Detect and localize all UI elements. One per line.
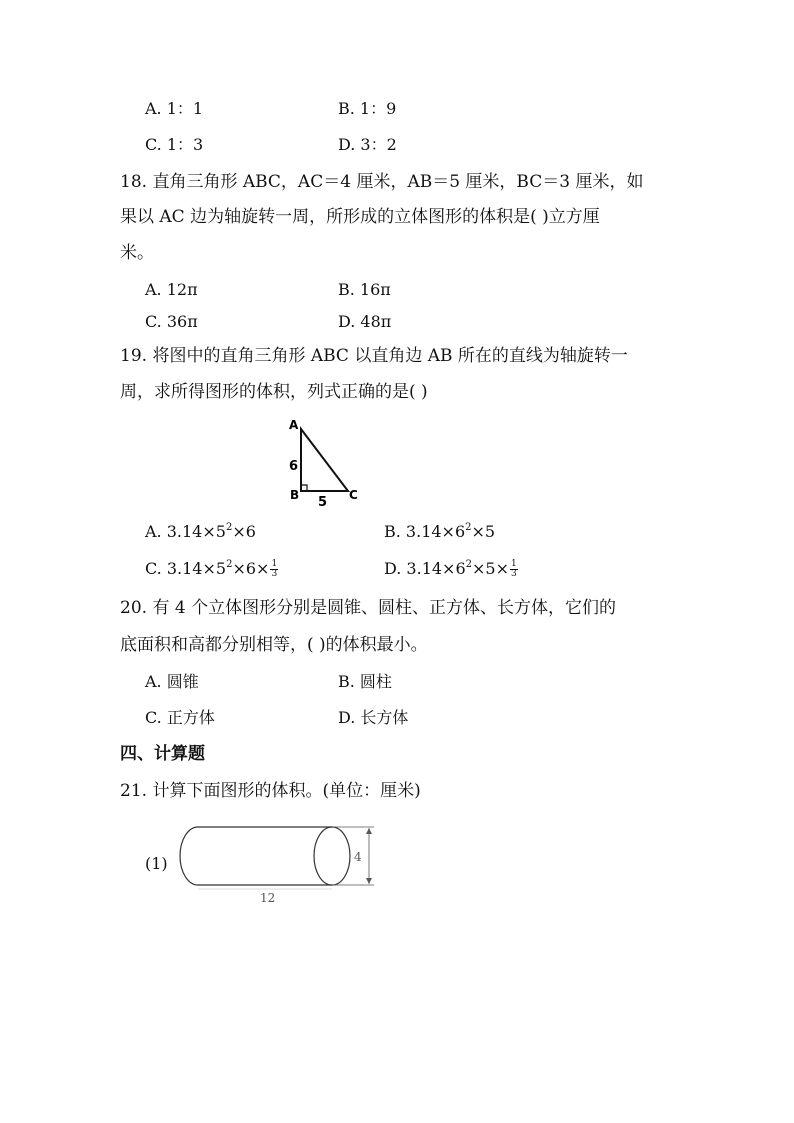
q17-option-c: C. 1：3 <box>145 135 204 154</box>
q20-option-c: C. 正方体 <box>145 708 215 727</box>
fraction-one-third: $\frac{1}{3}$ <box>271 559 278 579</box>
q20-option-a: A. 圆锥 <box>145 672 199 691</box>
q17-option-d: D. 3：2 <box>338 135 397 154</box>
q18-option-a: A. 12π <box>145 280 198 299</box>
vertex-b-label: B <box>290 488 300 502</box>
q17-option-b: B. 1：9 <box>338 99 397 118</box>
vertex-a-label: A <box>289 418 299 432</box>
q18-option-b: B. 16π <box>338 280 391 299</box>
q18-option-c: C. 36π <box>145 312 198 331</box>
cylinder-sides <box>198 827 332 885</box>
diameter-label: 4 <box>354 850 362 864</box>
q19-option-b: B. $3.14\times 6^2\times 5$ <box>384 522 496 541</box>
cylinder-back-edge <box>180 827 198 885</box>
q20-question-line-1: 20. 有 4 个立体图形分别是圆锥、圆柱、正方体、长方体，它们的 <box>120 598 617 618</box>
cylinder-front-face <box>314 827 350 885</box>
base-label: 5 <box>318 495 328 510</box>
q20-option-b: B. 圆柱 <box>338 672 392 691</box>
q19-question-line-2: 周，求所得图形的体积，列式正确的是( ) <box>120 382 428 402</box>
q19-option-d: D. $3.14\times 6^2\times 5\times$ $\frac{1}{3}$ <box>384 559 517 579</box>
q20-question-line-2: 底面积和高都分别相等，( )的体积最小。 <box>120 635 428 655</box>
q19-question-line-1: 19. 将图中的直角三角形 ABC 以直角边 AB 所在的直线为轴旋转一 <box>120 346 628 366</box>
section-title: 四、计算题 <box>120 744 205 764</box>
arrow-down-icon <box>366 878 372 884</box>
q18-question-line-3: 米。 <box>120 243 154 263</box>
vertex-c-label: C <box>349 488 358 502</box>
fraction-one-third: $\frac{1}{3}$ <box>511 559 517 579</box>
cylinder-figure <box>170 818 380 908</box>
q18-question-line-2: 果以 AC 边为轴旋转一周，所形成的立体图形的体积是( )立方厘 <box>120 207 600 227</box>
q17-option-a: A. 1：1 <box>145 99 204 118</box>
right-triangle-figure <box>280 415 370 510</box>
q20-option-d: D. 长方体 <box>338 708 409 727</box>
q21-part-1-label: (1) <box>145 854 168 873</box>
length-label: 12 <box>260 891 276 905</box>
q19-option-a: A. $3.14\times 5^2\times 6$ <box>145 522 256 541</box>
height-label: 6 <box>289 459 299 474</box>
q21-question-line-1: 21. 计算下面图形的体积。(单位：厘米) <box>120 781 421 801</box>
triangle-shape <box>301 429 348 491</box>
arrow-up-icon <box>366 828 372 834</box>
q19-option-c: C. $3.14\times 5^2\times 6\times$ $\frac{1}{3}$ <box>145 559 278 579</box>
q18-option-d: D. 48π <box>338 312 392 331</box>
q18-question-line-1: 18. 直角三角形 ABC，AC＝4 厘米，AB＝5 厘米，BC＝3 厘米，如 <box>120 172 644 192</box>
